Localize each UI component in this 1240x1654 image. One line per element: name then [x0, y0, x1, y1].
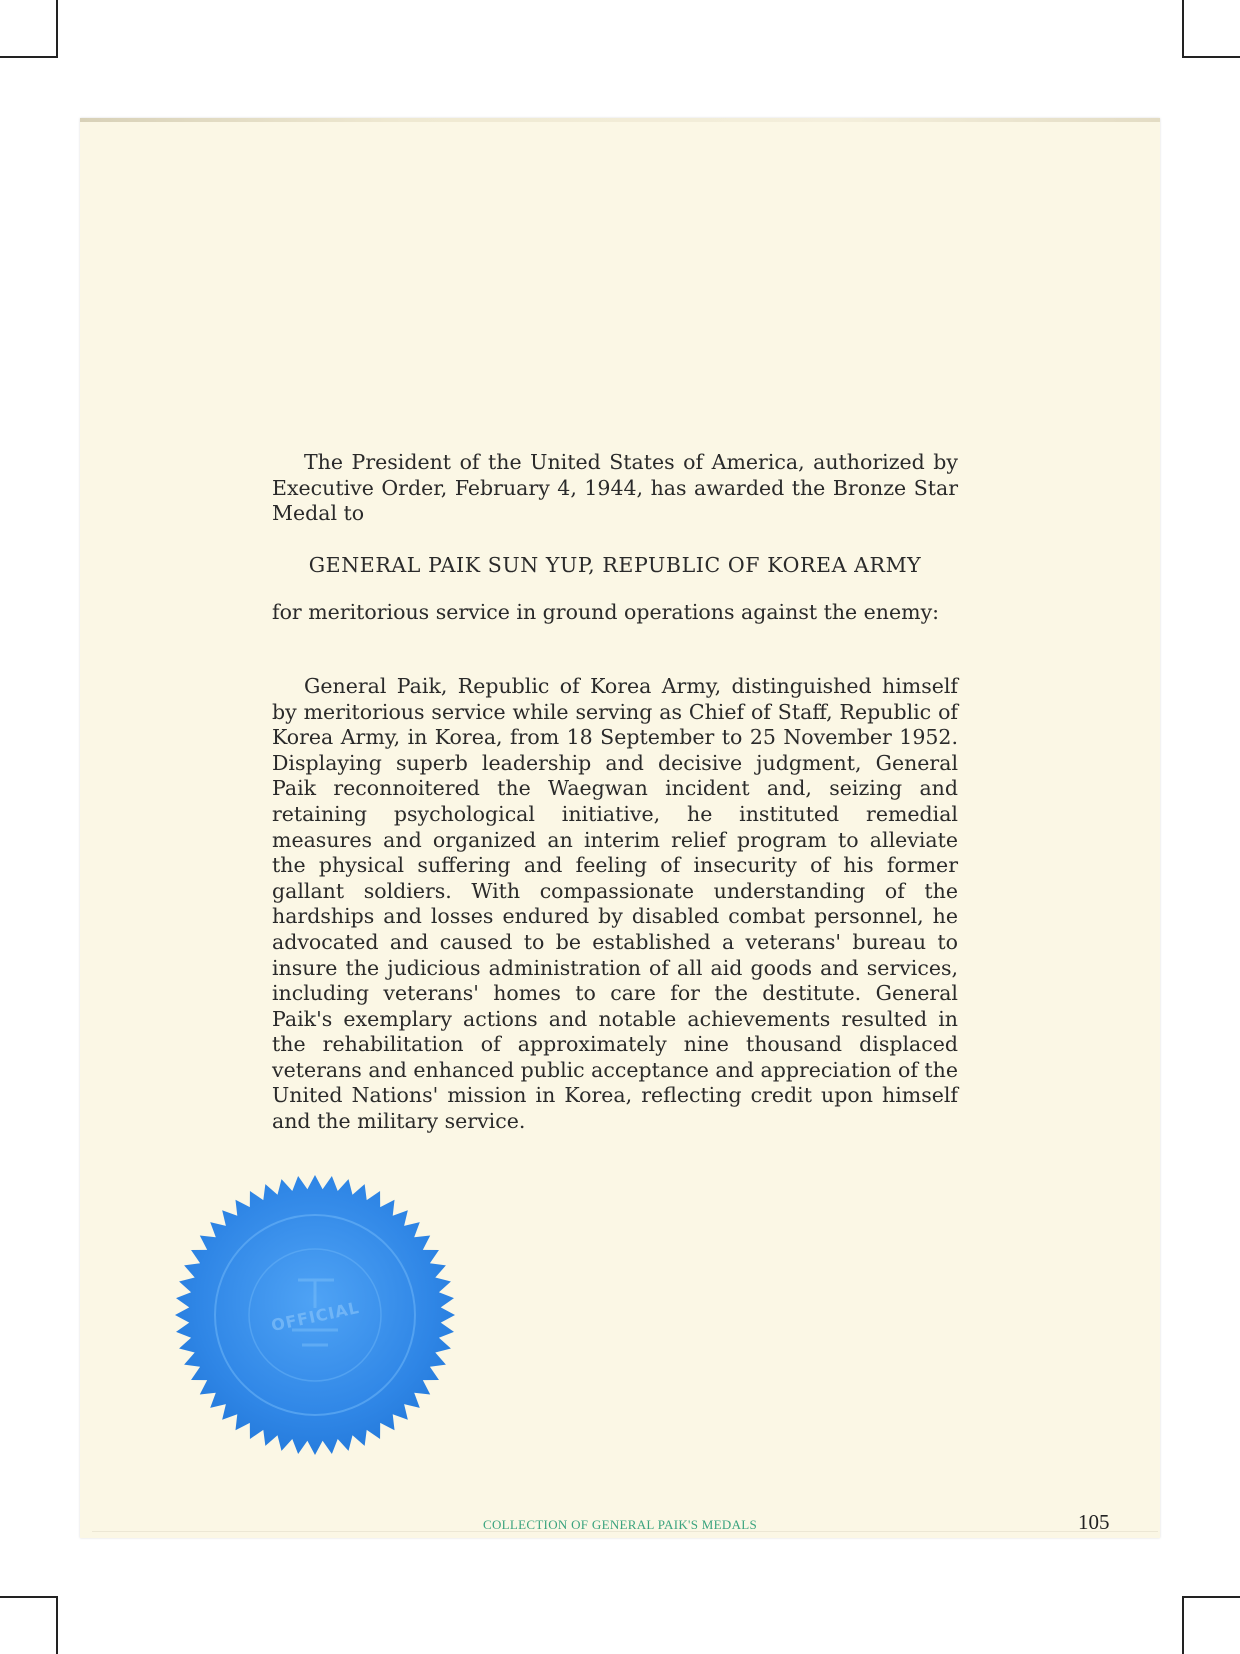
recipient-name: GENERAL PAIK SUN YUP, REPUBLIC OF KOREA ARMY	[308, 552, 922, 577]
official-seal-icon	[170, 1170, 460, 1460]
paper-top-edge	[80, 118, 1160, 122]
citation-text-block	[272, 450, 958, 1135]
citation-body: General Paik, Republic of Korea Army, distinguished himself by meritorious service while serving as Chief of Staff, Republic of Korea Army, in Korea, from 18 September to 25 November 1952. Displaying superb leadership and decisive judgment, General Paik reconnoitered the Waegwan incident and, seizing and retaining psychological initiative, he instituted remedial measures and organized an interim relief program to alleviate the physical suffering and feeling of insecurity of his former gallant soldiers. With compassionate understanding of the hardships and losses endured by disabled combat personnel, he advocated and caused to be established a veterans' bureau to insure the judicious administration of all aid goods and services, including veterans' homes to care for the destitute. General Paik's exemplary actions and notable achievements resulted in the rehabilitation of approximately nine thousand displaced veterans and enhanced public acceptance and appreciation of the United Nations' mission in Korea, reflecting credit upon himself and the military service.	[272, 673, 959, 1134]
page-number: 105	[1078, 1510, 1110, 1534]
running-title: COLLECTION OF GENERAL PAIK'S MEDALS	[482, 1517, 758, 1532]
crop-mark-top-left-h	[0, 56, 58, 58]
award-intro: The President of the United States of America, authorized by Executive Order, February 4, 1944, has awarded the Bronze Star Medal to	[272, 450, 958, 526]
crop-mark-bottom-right-h	[1182, 1596, 1240, 1598]
crop-mark-bottom-left-v	[56, 1596, 58, 1654]
crop-mark-bottom-right-v	[1182, 1596, 1184, 1654]
crop-mark-top-left-v	[56, 0, 58, 58]
crop-mark-bottom-left-h	[0, 1596, 58, 1598]
seal-center-text: OFFICIAL	[269, 1297, 362, 1336]
crop-mark-top-right-h	[1182, 56, 1240, 58]
crop-mark-top-right-v	[1182, 0, 1184, 58]
award-purpose: for meritorious service in ground operations against the enemy:	[272, 600, 940, 625]
